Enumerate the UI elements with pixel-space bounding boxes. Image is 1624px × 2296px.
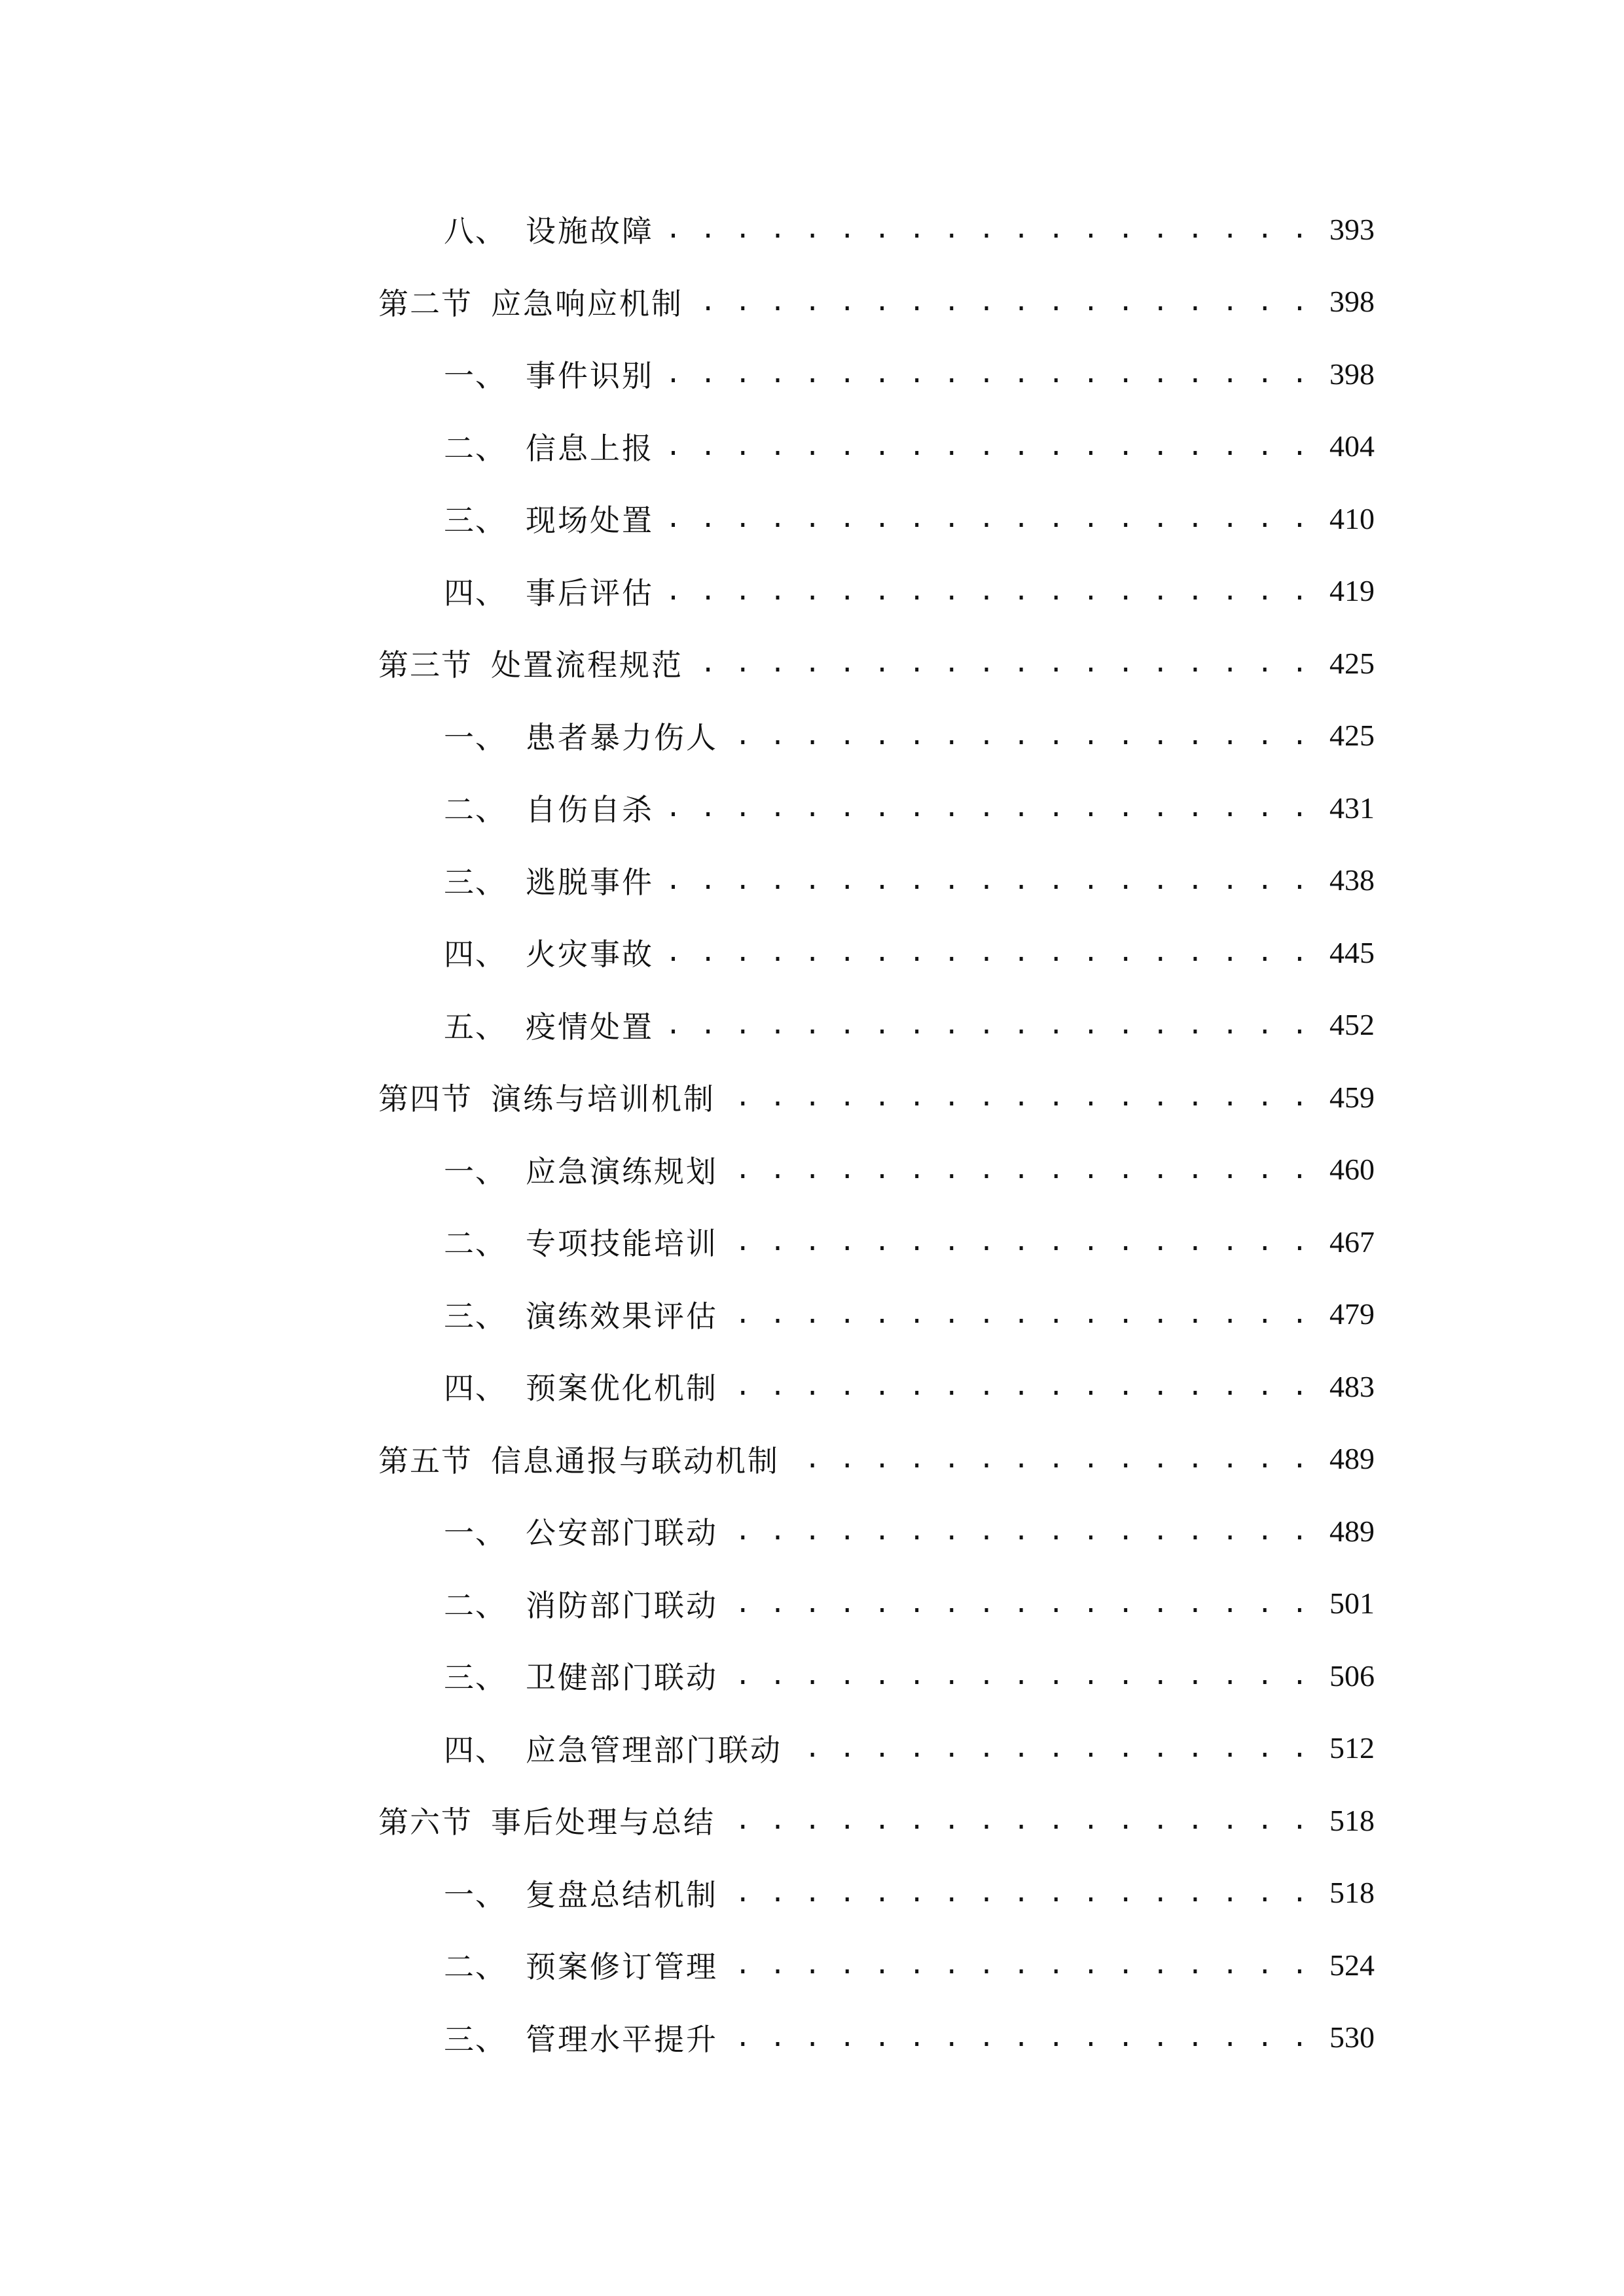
toc-dot-leader bbox=[723, 1588, 1309, 1619]
toc-entry-title: 公安部门联动 bbox=[526, 1515, 718, 1551]
toc-page-number: 438 bbox=[1329, 863, 1375, 897]
toc-entry-number: 四、 bbox=[444, 1732, 507, 1768]
toc-dot-leader bbox=[689, 648, 1309, 678]
toc-page-number: 467 bbox=[1329, 1225, 1375, 1259]
toc-entry-title: 复盘总结机制 bbox=[526, 1876, 718, 1912]
toc-page-number: 445 bbox=[1329, 935, 1375, 969]
toc-entry-number: 三、 bbox=[444, 1660, 507, 1696]
toc-page-number: 506 bbox=[1329, 1659, 1375, 1693]
toc-subsection-entry[interactable] bbox=[378, 1568, 1375, 1640]
toc-subsection-entry[interactable] bbox=[378, 1350, 1375, 1423]
toc-dot-leader bbox=[659, 359, 1309, 389]
toc-entry-title: 患者暴力伤人 bbox=[526, 719, 718, 755]
toc-dot-leader bbox=[659, 865, 1309, 895]
toc-subsection-entry[interactable] bbox=[378, 1929, 1375, 2001]
toc-entry-number: 二、 bbox=[444, 1226, 507, 1262]
toc-dot-leader bbox=[659, 1010, 1309, 1040]
toc-entry-title: 设施故障 bbox=[526, 213, 654, 249]
toc-entry-number: 一、 bbox=[444, 1876, 507, 1912]
toc-entry-number: 三、 bbox=[444, 864, 507, 900]
toc-page-number: 489 bbox=[1329, 1514, 1375, 1548]
toc-entry-number: 二、 bbox=[444, 430, 507, 466]
toc-page-number: 483 bbox=[1329, 1369, 1375, 1403]
toc-entry-title: 演练与培训机制 bbox=[491, 1081, 715, 1117]
toc-page-number: 479 bbox=[1329, 1297, 1375, 1331]
toc-page-number: 404 bbox=[1329, 429, 1375, 463]
toc-subsection-entry[interactable] bbox=[378, 700, 1375, 772]
toc-entry-title: 消防部门联动 bbox=[526, 1587, 718, 1623]
toc-entry-number: 一、 bbox=[444, 719, 507, 755]
toc-entry-number: 一、 bbox=[444, 1153, 507, 1189]
toc-page-number: 425 bbox=[1329, 719, 1375, 753]
toc-page-number: 518 bbox=[1329, 1803, 1375, 1837]
toc-subsection-entry[interactable] bbox=[378, 1134, 1375, 1206]
toc-dot-leader bbox=[659, 937, 1309, 967]
toc-entry-number: 第二节 bbox=[378, 285, 473, 321]
toc-entry-title: 逃脱事件 bbox=[526, 864, 654, 900]
toc-page-number: 518 bbox=[1329, 1876, 1375, 1910]
toc-page-number: 459 bbox=[1329, 1080, 1375, 1114]
toc-subsection-entry[interactable] bbox=[378, 844, 1375, 917]
toc-page-number: 419 bbox=[1329, 574, 1375, 608]
toc-dot-leader bbox=[723, 1660, 1309, 1691]
toc-dot-leader bbox=[659, 503, 1309, 533]
toc-subsection-entry[interactable] bbox=[378, 2001, 1375, 2074]
toc-entry-title: 管理水平提升 bbox=[526, 2021, 718, 2057]
toc-entry-title: 卫健部门联动 bbox=[526, 1660, 718, 1696]
toc-page-number: 501 bbox=[1329, 1587, 1375, 1621]
toc-subsection-entry[interactable] bbox=[378, 772, 1375, 844]
toc-page-number: 431 bbox=[1329, 791, 1375, 825]
toc-subsection-entry[interactable] bbox=[378, 916, 1375, 989]
toc-dot-leader bbox=[723, 1878, 1309, 1908]
toc-page-number: 524 bbox=[1329, 1948, 1375, 1982]
toc-section-entry[interactable] bbox=[378, 266, 1375, 338]
toc-entry-number: 第五节 bbox=[378, 1443, 473, 1479]
toc-entry-number: 四、 bbox=[444, 575, 507, 611]
toc-entry-title: 应急管理部门联动 bbox=[526, 1732, 782, 1768]
toc-entry-title: 信息上报 bbox=[526, 430, 654, 466]
toc-subsection-entry[interactable] bbox=[378, 410, 1375, 483]
toc-entry-number: 二、 bbox=[444, 792, 507, 828]
toc-subsection-entry[interactable] bbox=[378, 193, 1375, 266]
table-of-contents bbox=[378, 193, 1375, 2073]
toc-subsection-entry[interactable] bbox=[378, 989, 1375, 1062]
toc-entry-title: 专项技能培训 bbox=[526, 1226, 718, 1262]
toc-subsection-entry[interactable] bbox=[378, 1278, 1375, 1351]
toc-dot-leader bbox=[723, 1299, 1309, 1329]
toc-page-number: 393 bbox=[1329, 212, 1375, 246]
toc-dot-leader bbox=[787, 1733, 1309, 1763]
toc-entry-title: 事后处理与总结 bbox=[491, 1804, 715, 1840]
toc-subsection-entry[interactable] bbox=[378, 1712, 1375, 1785]
toc-entry-title: 应急演练规划 bbox=[526, 1153, 718, 1189]
toc-page-number: 460 bbox=[1329, 1153, 1375, 1187]
toc-entry-number: 八、 bbox=[444, 213, 507, 249]
toc-dot-leader bbox=[723, 1155, 1309, 1185]
toc-entry-number: 四、 bbox=[444, 937, 507, 973]
toc-entry-number: 二、 bbox=[444, 1587, 507, 1623]
toc-dot-leader bbox=[659, 576, 1309, 606]
toc-entry-title: 预案修订管理 bbox=[526, 1949, 718, 1985]
toc-entry-number: 三、 bbox=[444, 503, 507, 539]
toc-entry-title: 事件识别 bbox=[526, 358, 654, 394]
toc-entry-title: 疫情处置 bbox=[526, 1009, 654, 1045]
toc-entry-title: 演练效果评估 bbox=[526, 1298, 718, 1334]
toc-entry-number: 三、 bbox=[444, 1298, 507, 1334]
toc-dot-leader bbox=[723, 1227, 1309, 1257]
toc-entry-title: 自伤自杀 bbox=[526, 792, 654, 828]
toc-dot-leader bbox=[785, 1444, 1309, 1474]
toc-dot-leader bbox=[723, 1516, 1309, 1546]
toc-subsection-entry[interactable] bbox=[378, 1857, 1375, 1929]
toc-page-number: 452 bbox=[1329, 1008, 1375, 1042]
toc-entry-title: 事后评估 bbox=[526, 575, 654, 611]
toc-entry-number: 第三节 bbox=[378, 647, 473, 683]
toc-entry-number: 三、 bbox=[444, 2021, 507, 2057]
toc-entry-number: 五、 bbox=[444, 1009, 507, 1045]
toc-section-entry[interactable] bbox=[378, 1061, 1375, 1134]
toc-page-number: 398 bbox=[1329, 285, 1375, 319]
toc-entry-title: 现场处置 bbox=[526, 503, 654, 539]
toc-dot-leader bbox=[659, 431, 1309, 461]
toc-dot-leader bbox=[721, 1082, 1309, 1112]
toc-page-number: 512 bbox=[1329, 1731, 1375, 1765]
toc-section-entry[interactable] bbox=[378, 1423, 1375, 1496]
toc-entry-number: 四、 bbox=[444, 1371, 507, 1407]
toc-page-number: 410 bbox=[1329, 501, 1375, 535]
toc-page-number: 489 bbox=[1329, 1442, 1375, 1476]
toc-entry-title: 信息通报与联动机制 bbox=[491, 1443, 780, 1479]
toc-entry-title: 处置流程规范 bbox=[491, 647, 683, 683]
toc-page-number: 530 bbox=[1329, 2020, 1375, 2054]
toc-subsection-entry[interactable] bbox=[378, 555, 1375, 628]
toc-subsection-entry[interactable] bbox=[378, 1640, 1375, 1712]
toc-entry-number: 第六节 bbox=[378, 1804, 473, 1840]
toc-dot-leader bbox=[659, 793, 1309, 823]
toc-subsection-entry[interactable] bbox=[378, 1206, 1375, 1278]
toc-dot-leader bbox=[723, 721, 1309, 751]
toc-dot-leader bbox=[689, 287, 1309, 317]
toc-entry-number: 二、 bbox=[444, 1949, 507, 1985]
toc-section-entry[interactable] bbox=[378, 627, 1375, 700]
toc-dot-leader bbox=[721, 1805, 1309, 1835]
toc-page-number: 398 bbox=[1329, 357, 1375, 391]
toc-section-entry[interactable] bbox=[378, 1784, 1375, 1857]
toc-subsection-entry[interactable] bbox=[378, 338, 1375, 410]
toc-dot-leader bbox=[659, 214, 1309, 244]
toc-entry-number: 一、 bbox=[444, 1515, 507, 1551]
toc-entry-title: 预案优化机制 bbox=[526, 1371, 718, 1407]
toc-dot-leader bbox=[723, 1950, 1309, 1980]
toc-dot-leader bbox=[723, 2022, 1309, 2053]
toc-page-number: 425 bbox=[1329, 646, 1375, 680]
toc-subsection-entry[interactable] bbox=[378, 482, 1375, 555]
toc-entry-title: 应急响应机制 bbox=[491, 285, 683, 321]
toc-entry-title: 火灾事故 bbox=[526, 937, 654, 973]
toc-subsection-entry[interactable] bbox=[378, 1495, 1375, 1568]
toc-entry-number: 第四节 bbox=[378, 1081, 473, 1117]
toc-entry-number: 一、 bbox=[444, 358, 507, 394]
toc-dot-leader bbox=[723, 1371, 1309, 1401]
